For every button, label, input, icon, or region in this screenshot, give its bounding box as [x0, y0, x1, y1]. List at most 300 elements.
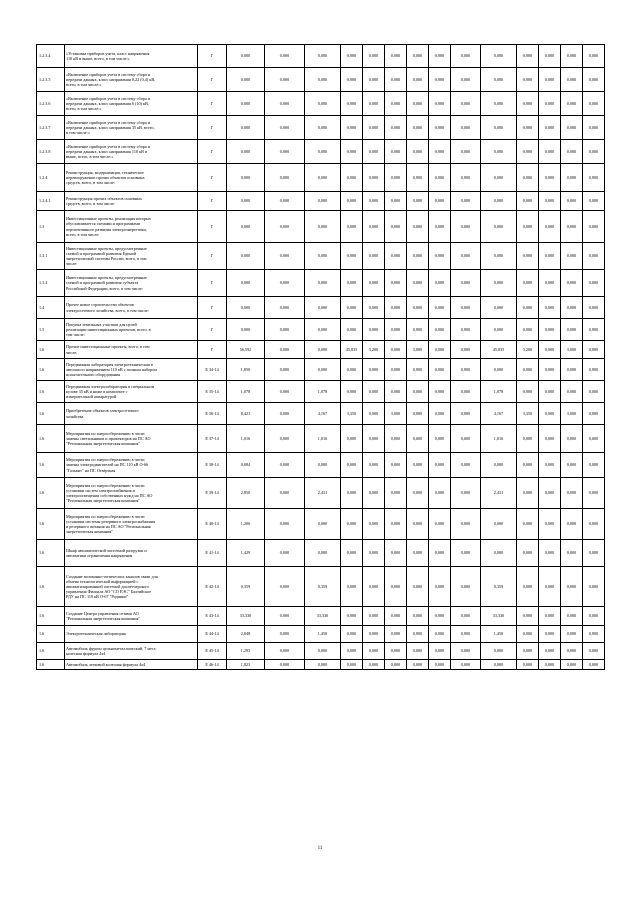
- row-value-cell: 0,000: [429, 45, 451, 68]
- row-value-cell: 0,000: [407, 164, 429, 192]
- row-value-cell: 0,000: [451, 660, 481, 670]
- row-value-cell: 0,000: [407, 92, 429, 116]
- investment-program-table-sheet: [36, 44, 604, 670]
- row-cipher-cell: Г: [198, 243, 227, 270]
- row-value-cell: 0,000: [583, 140, 605, 164]
- row-value-cell: 0,000: [407, 643, 429, 660]
- row-value-cell: 0,000: [481, 359, 517, 381]
- table-row: [37, 509, 605, 540]
- row-cipher-cell: Г: [198, 341, 227, 359]
- table-body: [37, 45, 605, 670]
- row-value-cell: 4,167: [305, 403, 341, 425]
- row-cipher-cell: Е 46-14: [198, 660, 227, 670]
- row-value-cell: 0,000: [265, 45, 305, 68]
- row-value-cell: 0,000: [481, 453, 517, 478]
- row-value-cell: 0,000: [451, 211, 481, 243]
- row-value-cell: 0,000: [451, 297, 481, 319]
- row-value-cell: 0,000: [451, 540, 481, 567]
- row-value-cell: 0,000: [517, 567, 539, 607]
- row-value-cell: 0,000: [407, 509, 429, 540]
- row-value-cell: 0,000: [583, 192, 605, 211]
- row-value-cell: 0,000: [265, 243, 305, 270]
- row-cipher-cell: Г: [198, 319, 227, 341]
- row-value-cell: 0,000: [451, 643, 481, 660]
- row-value-cell: 0,000: [385, 540, 407, 567]
- row-cipher-cell: Е 43-14: [198, 607, 227, 626]
- row-value-cell: 0,000: [539, 211, 561, 243]
- row-value-cell: 0,000: [341, 68, 363, 92]
- row-cipher-cell: Г: [198, 211, 227, 243]
- row-code-cell: 1.5: [37, 319, 65, 341]
- row-value-cell: 0,000: [227, 297, 265, 319]
- row-value-cell: 0,000: [429, 425, 451, 453]
- row-value-cell: 0,000: [481, 140, 517, 164]
- row-value-cell: 0,000: [385, 660, 407, 670]
- row-value-cell: 0,000: [385, 643, 407, 660]
- row-name-cell: Мероприятия по энергосбережению в части установки систем электроснабжения и электроосвещения собственных нужд на ПС АО "Региональная энергетическая компания": [65, 478, 198, 509]
- row-value-cell: 0,000: [363, 403, 385, 425]
- row-value-cell: 0,000: [265, 341, 305, 359]
- row-value-cell: 0,000: [583, 509, 605, 540]
- row-value-cell: 0,000: [305, 45, 341, 68]
- table-row: [37, 140, 605, 164]
- row-code-cell: 1.6: [37, 607, 65, 626]
- row-value-cell: 0,000: [363, 319, 385, 341]
- table-row: [37, 319, 605, 341]
- row-code-cell: 1.6: [37, 626, 65, 643]
- row-value-cell: 0,000: [583, 478, 605, 509]
- row-value-cell: 0,000: [341, 626, 363, 643]
- row-value-cell: 0,000: [517, 192, 539, 211]
- row-value-cell: 0,000: [451, 319, 481, 341]
- table-row: [37, 453, 605, 478]
- row-value-cell: 1,823: [227, 660, 265, 670]
- row-value-cell: 0,000: [583, 540, 605, 567]
- row-value-cell: 0,000: [539, 381, 561, 403]
- row-value-cell: 0,000: [451, 509, 481, 540]
- row-value-cell: 0,000: [341, 643, 363, 660]
- row-code-cell: 1.6: [37, 540, 65, 567]
- row-name-cell: Реконструкция прочих объектов основных средств, всего, в том числе:: [65, 192, 198, 211]
- row-value-cell: 0,000: [265, 211, 305, 243]
- row-name-cell: «Включение приборов учета в систему сбора и передачи данных, класс напряжения 6 (10) кВ, всего, в том числе:»: [65, 92, 198, 116]
- row-value-cell: 0,000: [305, 319, 341, 341]
- row-cipher-cell: Е 44-14: [198, 626, 227, 643]
- row-value-cell: 0,000: [385, 509, 407, 540]
- row-value-cell: 0,000: [583, 607, 605, 626]
- row-value-cell: 0,000: [407, 540, 429, 567]
- row-value-cell: 0,000: [429, 567, 451, 607]
- row-value-cell: 0,000: [561, 45, 583, 68]
- row-value-cell: 3,000: [561, 341, 583, 359]
- row-value-cell: 0,000: [385, 297, 407, 319]
- row-value-cell: 0,000: [363, 478, 385, 509]
- row-value-cell: 0,000: [385, 607, 407, 626]
- row-value-cell: 0,000: [561, 297, 583, 319]
- row-value-cell: 0,000: [341, 211, 363, 243]
- row-code-cell: 1.6: [37, 341, 65, 359]
- row-value-cell: 0,000: [429, 381, 451, 403]
- row-value-cell: 0,000: [451, 381, 481, 403]
- row-value-cell: 1,078: [481, 381, 517, 403]
- row-value-cell: 1,429: [227, 540, 265, 567]
- row-cipher-cell: Е 39-14: [198, 478, 227, 509]
- row-value-cell: 0,000: [517, 140, 539, 164]
- row-value-cell: 0,000: [583, 116, 605, 140]
- row-name-cell: Мероприятия по энергосбережению в части установки системы резервного электроснабжения и резервного питания на ПС АО "Региональная энергетическая компания": [65, 509, 198, 540]
- row-value-cell: 1,078: [305, 381, 341, 403]
- row-value-cell: 0,000: [429, 164, 451, 192]
- row-code-cell: 1.2.3.8: [37, 140, 65, 164]
- row-value-cell: 0,000: [341, 381, 363, 403]
- row-value-cell: 0,000: [407, 626, 429, 643]
- row-value-cell: 0,000: [451, 45, 481, 68]
- row-value-cell: 0,000: [305, 509, 341, 540]
- row-value-cell: 0,000: [265, 270, 305, 297]
- row-value-cell: 0,000: [583, 211, 605, 243]
- row-name-cell: Создание Центра управления сетями АО "Региональная энергетическая компания": [65, 607, 198, 626]
- row-value-cell: 0,000: [539, 660, 561, 670]
- row-value-cell: 0,000: [583, 643, 605, 660]
- row-value-cell: 0,000: [265, 478, 305, 509]
- row-value-cell: 3,000: [385, 403, 407, 425]
- table-row: [37, 567, 605, 607]
- row-value-cell: 0,000: [583, 626, 605, 643]
- row-value-cell: 3,000: [407, 341, 429, 359]
- row-value-cell: 0,000: [341, 270, 363, 297]
- row-value-cell: 0,000: [407, 45, 429, 68]
- row-value-cell: 0,000: [561, 92, 583, 116]
- row-cipher-cell: Е 41-14: [198, 540, 227, 567]
- row-name-cell: «Установка приборов учета, класс напряжения 110 кВ и выше, всего, в том числе:»: [65, 45, 198, 68]
- row-value-cell: 0,000: [305, 660, 341, 670]
- row-value-cell: 0,000: [363, 211, 385, 243]
- row-value-cell: 0,000: [539, 540, 561, 567]
- row-value-cell: 0,000: [517, 297, 539, 319]
- row-value-cell: 0,000: [407, 243, 429, 270]
- row-value-cell: 0,000: [341, 116, 363, 140]
- row-value-cell: 0,000: [561, 270, 583, 297]
- row-name-cell: «Включение приборов учета в систему сбора и передачи данных, класс напряжения 35 кВ, всего, в том числе:»: [65, 116, 198, 140]
- page-number: 11: [317, 846, 323, 851]
- row-value-cell: 0,000: [539, 192, 561, 211]
- row-value-cell: 0,000: [451, 453, 481, 478]
- row-value-cell: 2,431: [481, 478, 517, 509]
- row-value-cell: 0,000: [341, 45, 363, 68]
- row-value-cell: 0,000: [363, 297, 385, 319]
- row-value-cell: 0,000: [539, 478, 561, 509]
- row-value-cell: 0,000: [363, 626, 385, 643]
- row-value-cell: 0,000: [265, 381, 305, 403]
- table-row: [37, 660, 605, 670]
- row-value-cell: 0,000: [305, 270, 341, 297]
- row-value-cell: 0,000: [561, 359, 583, 381]
- row-name-cell: Реконструкция, модернизация, техническое перевооружение прочих объектов основных средств, всего, в том числе:: [65, 164, 198, 192]
- row-value-cell: 0,000: [539, 297, 561, 319]
- row-value-cell: 0,000: [227, 116, 265, 140]
- row-value-cell: 1,016: [305, 425, 341, 453]
- row-value-cell: 0,000: [363, 660, 385, 670]
- row-value-cell: 0,000: [451, 270, 481, 297]
- row-cipher-cell: Е 45-14: [198, 643, 227, 660]
- row-name-cell: Передвижная лаборатория электротехническая в автошасси напряжением 110 кВ с полным набором испытательного оборудования: [65, 359, 198, 381]
- row-value-cell: 0,000: [305, 341, 341, 359]
- row-value-cell: 0,000: [407, 359, 429, 381]
- row-value-cell: 0,000: [385, 116, 407, 140]
- row-name-cell: Инвестиционные проекты, предусмотренные схемой и программой развития субъекта Российской Федерации, всего, в том числе:: [65, 270, 198, 297]
- row-value-cell: 0,000: [561, 68, 583, 92]
- row-value-cell: 0,000: [341, 164, 363, 192]
- row-value-cell: 0,000: [429, 92, 451, 116]
- table-row: [37, 270, 605, 297]
- row-value-cell: 0,000: [265, 607, 305, 626]
- table-row: [37, 643, 605, 660]
- row-value-cell: 0,359: [305, 567, 341, 607]
- row-value-cell: 0,000: [265, 116, 305, 140]
- row-value-cell: 0,000: [363, 243, 385, 270]
- row-value-cell: 0,000: [407, 319, 429, 341]
- row-name-cell: «Включение приборов учета в систему сбора и передачи данных, класс напряжения 110 кВ и выше, всего, в том числе:»: [65, 140, 198, 164]
- row-value-cell: 0,000: [341, 567, 363, 607]
- row-value-cell: 0,000: [561, 626, 583, 643]
- row-value-cell: 0,000: [583, 567, 605, 607]
- row-value-cell: 0,000: [227, 68, 265, 92]
- row-value-cell: 0,000: [539, 319, 561, 341]
- row-value-cell: 0,000: [517, 643, 539, 660]
- row-name-cell: Прочее новое строительство объектов электросетевого хозяйства, всего, в том числе:: [65, 297, 198, 319]
- row-name-cell: Приобретение объектов электросетевого хозяйства: [65, 403, 198, 425]
- row-value-cell: 0,000: [265, 540, 305, 567]
- row-value-cell: 0,000: [385, 140, 407, 164]
- table-row: [37, 478, 605, 509]
- row-value-cell: 0,000: [481, 270, 517, 297]
- row-value-cell: 0,000: [227, 192, 265, 211]
- row-value-cell: 0,000: [305, 359, 341, 381]
- row-value-cell: 0,000: [407, 403, 429, 425]
- table-row: [37, 297, 605, 319]
- row-value-cell: 0,000: [451, 626, 481, 643]
- row-value-cell: 0,000: [341, 243, 363, 270]
- row-value-cell: 56,592: [227, 341, 265, 359]
- row-value-cell: 0,000: [385, 567, 407, 607]
- row-value-cell: 0,000: [265, 164, 305, 192]
- row-value-cell: 0,000: [561, 478, 583, 509]
- row-value-cell: 0,000: [561, 164, 583, 192]
- row-value-cell: 0,000: [227, 140, 265, 164]
- row-cipher-cell: Е 37-14: [198, 425, 227, 453]
- row-value-cell: 0,000: [305, 453, 341, 478]
- row-value-cell: 0,000: [227, 243, 265, 270]
- row-value-cell: 0,000: [451, 116, 481, 140]
- row-value-cell: 0,000: [227, 319, 265, 341]
- row-value-cell: 0,000: [363, 509, 385, 540]
- row-code-cell: 1.2.3.4: [37, 45, 65, 68]
- investment-program-table: [36, 44, 605, 670]
- row-value-cell: 0,000: [385, 319, 407, 341]
- row-value-cell: 0,000: [385, 92, 407, 116]
- row-value-cell: 0,000: [265, 319, 305, 341]
- row-value-cell: 0,000: [517, 540, 539, 567]
- row-value-cell: 33,330: [305, 607, 341, 626]
- row-name-cell: Инвестиционные проекты, предусмотренные схемой и программой развития Единой энергетической системы России, всего, в том числе:: [65, 243, 198, 270]
- table-row: [37, 92, 605, 116]
- row-value-cell: 0,000: [265, 425, 305, 453]
- row-value-cell: 0,000: [539, 116, 561, 140]
- row-name-cell: Создание волоконно-оптических каналов связи для обмена технологической информацией с автоматизированной системой диспетчерского управления Филиала АО "СО ЕЭС" Балтийское РДУ на ПС 110 кВ О-67 "Родники": [65, 567, 198, 607]
- row-value-cell: 0,000: [429, 68, 451, 92]
- row-code-cell: 1.6: [37, 509, 65, 540]
- row-value-cell: 0,000: [429, 626, 451, 643]
- row-value-cell: 3,000: [561, 403, 583, 425]
- row-name-cell: Мероприятия по энергосбережению в части замены светильников и прожекторов на ПС АО "Региональная энергетическая компания": [65, 425, 198, 453]
- row-value-cell: 0,000: [265, 92, 305, 116]
- row-value-cell: 0,000: [517, 509, 539, 540]
- row-value-cell: 0,000: [385, 478, 407, 509]
- row-value-cell: 0,000: [481, 68, 517, 92]
- row-value-cell: 0,000: [451, 68, 481, 92]
- row-value-cell: 0,000: [341, 540, 363, 567]
- row-value-cell: 0,000: [583, 92, 605, 116]
- row-value-cell: 0,000: [429, 297, 451, 319]
- row-value-cell: 0,000: [481, 660, 517, 670]
- table-row: [37, 68, 605, 92]
- row-value-cell: 0,000: [227, 211, 265, 243]
- row-value-cell: 0,000: [265, 140, 305, 164]
- row-value-cell: 2,048: [227, 626, 265, 643]
- row-value-cell: 0,000: [539, 243, 561, 270]
- row-value-cell: 0,359: [227, 567, 265, 607]
- row-value-cell: 0,000: [363, 92, 385, 116]
- row-value-cell: 3,350: [517, 403, 539, 425]
- row-code-cell: 1.2.3.5: [37, 68, 65, 92]
- row-value-cell: 0,000: [429, 270, 451, 297]
- row-code-cell: 1.2.4: [37, 164, 65, 192]
- row-value-cell: 0,000: [341, 607, 363, 626]
- row-value-cell: 0,000: [407, 607, 429, 626]
- row-value-cell: 0,000: [363, 45, 385, 68]
- row-value-cell: 0,000: [481, 92, 517, 116]
- row-value-cell: 0,000: [451, 478, 481, 509]
- row-value-cell: 0,000: [429, 319, 451, 341]
- row-value-cell: 0,000: [385, 270, 407, 297]
- row-value-cell: 0,000: [429, 403, 451, 425]
- row-value-cell: 0,000: [481, 211, 517, 243]
- row-value-cell: 0,000: [583, 297, 605, 319]
- row-cipher-cell: Е 34-14: [198, 359, 227, 381]
- row-value-cell: 0,000: [363, 192, 385, 211]
- row-code-cell: 1.6: [37, 660, 65, 670]
- row-name-cell: Автомобиль легковой колесная формула 4х4: [65, 660, 198, 670]
- row-value-cell: 0,000: [363, 453, 385, 478]
- row-value-cell: 0,000: [517, 211, 539, 243]
- row-value-cell: 0,000: [363, 140, 385, 164]
- row-value-cell: 0,000: [517, 116, 539, 140]
- row-value-cell: 0,000: [539, 403, 561, 425]
- row-value-cell: 0,000: [539, 68, 561, 92]
- row-cipher-cell: Е 36-14: [198, 403, 227, 425]
- table-row: [37, 607, 605, 626]
- table-row: [37, 381, 605, 403]
- row-value-cell: 0,000: [561, 192, 583, 211]
- row-value-cell: 0,000: [265, 567, 305, 607]
- row-cipher-cell: Е 38-14: [198, 453, 227, 478]
- row-value-cell: 0,000: [265, 359, 305, 381]
- row-value-cell: 0,000: [539, 567, 561, 607]
- row-value-cell: 0,000: [517, 660, 539, 670]
- row-value-cell: 0,000: [265, 68, 305, 92]
- row-value-cell: 0,000: [517, 92, 539, 116]
- row-value-cell: 0,000: [429, 607, 451, 626]
- row-value-cell: 0,000: [265, 626, 305, 643]
- row-value-cell: 0,000: [305, 140, 341, 164]
- row-value-cell: 0,000: [583, 164, 605, 192]
- row-code-cell: 1.3.2: [37, 270, 65, 297]
- row-value-cell: 0,000: [561, 567, 583, 607]
- row-cipher-cell: Г: [198, 116, 227, 140]
- row-value-cell: 0,000: [539, 425, 561, 453]
- row-value-cell: 0,000: [517, 626, 539, 643]
- row-value-cell: 1,850: [227, 359, 265, 381]
- row-cipher-cell: Е 42-14: [198, 567, 227, 607]
- row-code-cell: 1.2.3.7: [37, 116, 65, 140]
- row-value-cell: 0,000: [561, 116, 583, 140]
- row-value-cell: 0,000: [429, 140, 451, 164]
- row-value-cell: 0,000: [481, 540, 517, 567]
- row-value-cell: 0,084: [227, 453, 265, 478]
- row-value-cell: 0,000: [429, 211, 451, 243]
- row-value-cell: 0,000: [561, 425, 583, 453]
- table-row: [37, 243, 605, 270]
- row-value-cell: 0,000: [583, 359, 605, 381]
- row-value-cell: 0,000: [539, 509, 561, 540]
- row-value-cell: 0,000: [265, 643, 305, 660]
- row-value-cell: 2,431: [305, 478, 341, 509]
- row-value-cell: 0,000: [407, 381, 429, 403]
- row-value-cell: 0,000: [341, 425, 363, 453]
- row-value-cell: 0,000: [363, 164, 385, 192]
- row-value-cell: 0,000: [407, 140, 429, 164]
- row-value-cell: 0,000: [481, 297, 517, 319]
- row-value-cell: 0,000: [539, 164, 561, 192]
- table-row: [37, 626, 605, 643]
- row-value-cell: 0,000: [481, 319, 517, 341]
- row-value-cell: 0,000: [481, 45, 517, 68]
- row-value-cell: 3,200: [363, 341, 385, 359]
- row-value-cell: 0,000: [385, 164, 407, 192]
- row-code-cell: 1.3: [37, 211, 65, 243]
- table-row: [37, 359, 605, 381]
- row-value-cell: 0,000: [451, 425, 481, 453]
- row-value-cell: 0,000: [265, 660, 305, 670]
- row-value-cell: 0,000: [265, 297, 305, 319]
- row-value-cell: 0,000: [305, 243, 341, 270]
- row-value-cell: 0,000: [539, 270, 561, 297]
- row-value-cell: 0,359: [481, 567, 517, 607]
- row-value-cell: 0,000: [517, 45, 539, 68]
- row-value-cell: 0,000: [407, 68, 429, 92]
- row-value-cell: 0,000: [429, 243, 451, 270]
- row-cipher-cell: Г: [198, 68, 227, 92]
- row-value-cell: 0,000: [451, 243, 481, 270]
- row-code-cell: 1.6: [37, 453, 65, 478]
- row-value-cell: 0,000: [385, 359, 407, 381]
- row-value-cell: 0,000: [561, 643, 583, 660]
- row-value-cell: 0,000: [583, 403, 605, 425]
- row-value-cell: 0,000: [539, 453, 561, 478]
- row-value-cell: 0,000: [561, 211, 583, 243]
- row-value-cell: 0,000: [583, 45, 605, 68]
- table-row: [37, 211, 605, 243]
